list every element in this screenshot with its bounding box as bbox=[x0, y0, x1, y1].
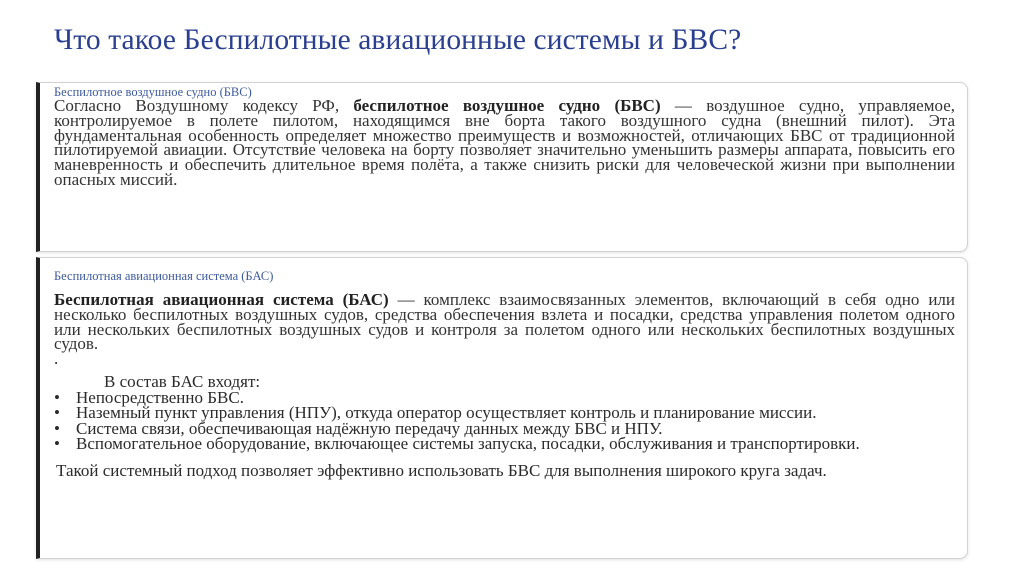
bvs-intro: Согласно Воздушному кодексу РФ, bbox=[54, 96, 354, 115]
bvs-definition-card bbox=[36, 82, 968, 252]
bas-components-list bbox=[54, 390, 955, 451]
list-item: • Непосредственно БВС. bbox=[54, 388, 244, 408]
bvs-term: беспилотное воздушное судно (БВС) bbox=[353, 96, 661, 115]
card-label-bas: Беспилотная авиационная система (БАС) bbox=[54, 269, 274, 283]
page-title: Что такое Беспилотные авиационные системы и БВС? bbox=[54, 24, 742, 56]
bullet-icon: • bbox=[54, 418, 60, 438]
bas-definition-text bbox=[54, 290, 955, 354]
bvs-description: — воздушное судно, управляемое, контролируемое в полете пилотом, находящимся вне борта такого воздушного судна (внешний пилот). Эта фундаментальная особенность определяет множество преимуществ и возможностей, отличающих БВС от традиционной пилотируемой авиации. Отсутствие человека на борту позволяет значительно уменьшить размеры аппарата, повысить его маневренность и обеспечить длительное время полёта, а также снизить риски для человеческой жизни при выполнении опасных миссий. bbox=[54, 96, 955, 189]
list-item: • Вспомогательное оборудование, включающее системы запуска, посадки, обслуживания и транспортировки. bbox=[54, 433, 860, 453]
bullet-icon: • bbox=[54, 388, 60, 408]
bvs-definition-text bbox=[54, 96, 955, 189]
card-label-bvs: Беспилотное воздушное судно (БВС) bbox=[54, 85, 252, 99]
list-item: • Наземный пункт управления (НПУ), откуда оператор осуществляет контроль и планирование миссии. bbox=[54, 403, 817, 423]
bas-definition-card bbox=[36, 257, 968, 559]
closing-text: Такой системный подход позволяет эффективно использовать БВС для выполнения широкого круга задач. bbox=[56, 461, 827, 480]
bas-description: — комплекс взаимосвязанных элементов, включающий в себя одно или несколько беспилотных воздушных судов, средства обеспечения взлета и посадки, средства управления полетом одного или нескольких беспилотных воздушных судов и контроля за полетом одного или нескольких беспилотных воздушных судов. bbox=[54, 290, 955, 354]
bullet-icon: • bbox=[54, 433, 60, 453]
separator-dot: . bbox=[54, 349, 59, 369]
bas-list-heading: В состав БАС входят: bbox=[104, 372, 261, 392]
bullet-icon: • bbox=[54, 403, 60, 423]
bas-term: Беспилотная авиационная система (БАС) bbox=[54, 290, 389, 309]
list-item: • Система связи, обеспечивающая надёжную передачу данных между БВС и НПУ. bbox=[54, 418, 663, 438]
